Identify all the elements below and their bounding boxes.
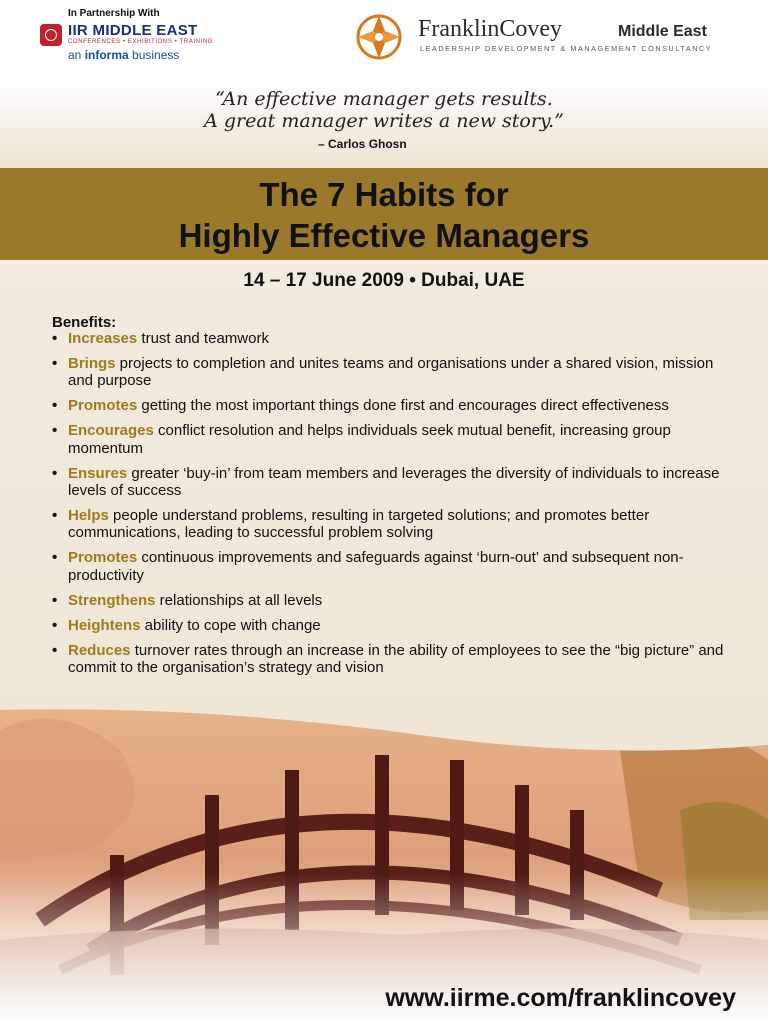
franklincovey-tagline: LEADERSHIP DEVELOPMENT & MANAGEMENT CONSULTANCY xyxy=(420,44,713,53)
benefit-keyword: Helps xyxy=(68,506,109,524)
benefit-item xyxy=(52,465,732,500)
bullet-icon: • xyxy=(52,641,58,659)
benefit-text: turnover rates through an increase in the ability of employees to see the “big picture” and commit to the organisation’s strategy and vision xyxy=(68,641,724,677)
informa-prefix: an xyxy=(68,48,85,62)
informa-suffix: business xyxy=(128,48,180,62)
event-date-location: 14 – 17 June 2009 • Dubai, UAE xyxy=(243,270,525,291)
quote-line-1: “An effective manager gets results. xyxy=(215,88,553,110)
benefit-item xyxy=(52,355,732,390)
benefit-item xyxy=(52,549,732,584)
benefit-keyword: Promotes xyxy=(68,549,138,567)
iir-logo-icon xyxy=(40,24,62,46)
franklincovey-region: Middle East xyxy=(618,23,707,40)
informa-line xyxy=(68,48,179,62)
benefit-keyword: Strengthens xyxy=(68,591,156,609)
quote-line-2: A great manager writes a new story.” xyxy=(204,110,564,132)
benefits-heading: Benefits: xyxy=(52,314,117,331)
partner-caption: In Partnership With xyxy=(68,8,160,19)
benefit-item xyxy=(52,330,732,348)
benefit-text: conflict resolution and helps individuals seek mutual benefit, increasing group momentum xyxy=(68,422,671,457)
benefit-item xyxy=(52,397,732,415)
benefit-text: people understand problems, resulting in targeted solutions; and promotes better communications, leading to successful problem solving xyxy=(68,506,650,542)
benefit-keyword: Brings xyxy=(68,354,116,372)
header xyxy=(0,0,768,80)
benefit-text: projects to completion and unites teams and organisations under a shared vision, mission and purpose xyxy=(68,354,714,390)
bridge-photo xyxy=(0,690,768,1024)
benefit-item xyxy=(52,642,732,677)
iir-name: IIR MIDDLE EAST xyxy=(68,22,198,39)
benefit-text: relationships at all levels xyxy=(155,591,323,609)
bullet-icon: • xyxy=(52,397,58,415)
quote-author: – Carlos Ghosn xyxy=(318,137,407,151)
website-url[interactable]: www.iirme.com/franklincovey xyxy=(385,984,736,1012)
benefit-keyword: Heightens xyxy=(68,616,141,634)
bullet-icon: • xyxy=(52,591,58,609)
benefit-item xyxy=(52,617,732,635)
title-line-2: Highly Effective Managers xyxy=(178,217,590,254)
benefit-keyword: Ensures xyxy=(68,464,128,482)
iir-subtitle: CONFERENCES • EXHIBITIONS • TRAINING xyxy=(68,39,214,45)
bullet-icon: • xyxy=(52,422,58,440)
benefits-list xyxy=(52,330,732,684)
bullet-icon: • xyxy=(52,506,58,524)
title-band xyxy=(0,168,768,260)
benefit-text: trust and teamwork xyxy=(137,330,269,347)
bullet-icon: • xyxy=(52,354,58,372)
informa-brand: informa xyxy=(84,48,129,62)
content-area xyxy=(0,260,768,760)
title-line-1: The 7 Habits for xyxy=(259,176,509,213)
quote-text xyxy=(0,88,768,132)
benefit-keyword: Reduces xyxy=(68,641,131,659)
franklincovey-name: FranklinCovey xyxy=(418,16,562,42)
bullet-icon: • xyxy=(52,616,58,634)
franklincovey-compass-icon xyxy=(356,14,402,60)
benefit-text: getting the most important things done first and encourages direct effectiveness xyxy=(137,397,669,415)
benefit-item xyxy=(52,422,732,457)
page-title xyxy=(0,174,768,256)
bullet-icon: • xyxy=(52,549,58,567)
benefit-text: greater ‘buy-in’ from team members and leverages the diversity of individuals to increase levels of success xyxy=(68,464,720,500)
bullet-icon: • xyxy=(52,330,58,347)
benefit-keyword: Encourages xyxy=(68,422,154,440)
bullet-icon: • xyxy=(52,464,58,482)
benefit-item xyxy=(52,507,732,542)
benefit-keyword: Promotes xyxy=(68,397,138,415)
benefit-keyword: Increases xyxy=(68,330,138,347)
benefit-item xyxy=(52,592,732,610)
benefit-text: ability to cope with change xyxy=(140,616,321,634)
quote-band xyxy=(0,80,768,168)
benefit-text: continuous improvements and safeguards against ‘burn-out’ and subsequent non-productivity xyxy=(68,549,684,584)
